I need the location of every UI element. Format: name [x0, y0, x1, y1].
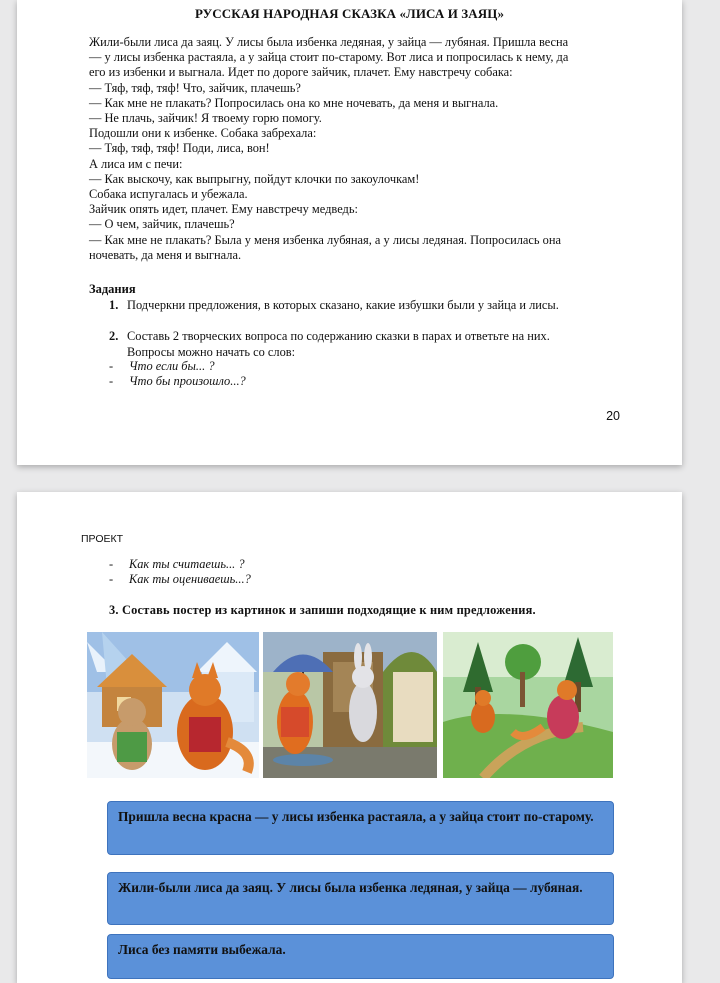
bullet-dash: -: [109, 572, 114, 586]
project-label: ПРОЕКТ: [81, 533, 124, 545]
sentence-box-1: Пришла весна красна — у лисы избенка растаяла, а у зайца стоит по-старому.: [107, 801, 614, 855]
illustration-winter-fox-hare: [87, 632, 259, 778]
story-line: — у лисы избенка растаяла, а у зайца стоит по-старому. Вот лиса и попросилась к нему, да: [89, 50, 569, 65]
story-title: РУССКАЯ НАРОДНАЯ СКАЗКА «ЛИСА И ЗАЯЦ»: [194, 6, 505, 21]
story-text: [89, 35, 629, 263]
story-line: — Как мне не плакать? Была у меня избенка лубяная, а у лисы ледяная. Попросилась она: [89, 232, 561, 247]
bullet-item: [109, 572, 251, 587]
sentence-box-3: Лиса без памяти выбежала.: [107, 934, 614, 979]
story-line: Жили-были лиса да заяц. У лисы была избенка ледяная, у зайца — лубяная. Пришла весна: [89, 35, 569, 49]
page-number: 20: [606, 409, 620, 423]
bullet-dash: -: [109, 374, 114, 388]
illustration-fox-umbrella-hare: [263, 632, 437, 778]
story-line: — Тяф, тяф, тяф! Поди, лиса, вон!: [89, 141, 270, 156]
bullet-text: Как ты считаешь... ?: [129, 557, 245, 571]
story-line: — О чем, зайчик, плачешь?: [89, 217, 235, 232]
task-1-text: Подчеркни предложения, в которых сказано, какие избушки были у зайца и лисы.: [127, 298, 559, 312]
task-3-text: Составь постер из картинок и запиши подходящие к ним предложения.: [122, 603, 536, 617]
task-2-subtext: Вопросы можно начать со слов:: [127, 345, 296, 359]
bullet-text: Как ты оцениваешь...?: [129, 572, 251, 586]
task-1-number: 1.: [109, 298, 119, 312]
task-2: [109, 328, 629, 360]
bullet-text: Что бы произошло...?: [129, 374, 246, 388]
story-line: Собака испугалась и убежала.: [89, 187, 248, 202]
project-page: [17, 492, 682, 983]
bullet-item: [109, 557, 245, 572]
page-20: [17, 0, 682, 465]
bullet-item: [109, 359, 215, 374]
bullet-text: Что если бы... ?: [129, 359, 215, 373]
story-line: его из избенки и выгнала. Идет по дороге зайчик, плачет. Ему навстречу собака:: [89, 65, 513, 80]
tasks-heading: Задания: [89, 282, 136, 296]
story-line: — Как мне не плакать? Попросилась она ко мне ночевать, да меня и выгнала.: [89, 95, 499, 110]
task-3: [109, 603, 536, 618]
task-1: [109, 297, 629, 313]
story-line: — Не плачь, зайчик! Я твоему горю помогу.: [89, 111, 322, 126]
story-line: — Как выскочу, как выпрыгну, пойдут клочки по закоулочкам!: [89, 171, 420, 186]
bullet-item: [109, 374, 246, 389]
bullet-dash: -: [109, 557, 114, 571]
sentence-box-2: Жили-были лиса да заяц. У лисы была избенка ледяная, у зайца — лубяная.: [107, 872, 614, 925]
story-line: ночевать, да меня и выгнала.: [89, 247, 242, 262]
story-line: — Тяф, тяф, тяф! Что, зайчик, плачешь?: [89, 80, 301, 95]
illustration-fox-running-forest: [443, 632, 613, 778]
story-line: А лиса им с печи:: [89, 156, 183, 171]
task-2-text: Составь 2 творческих вопроса по содержанию сказки в парах и ответьте на них.: [127, 329, 550, 343]
story-line: Подошли они к избенке. Собака забрехала:: [89, 126, 317, 141]
task-3-number: 3.: [109, 603, 119, 617]
bullet-dash: -: [109, 359, 114, 373]
story-line: Зайчик опять идет, плачет. Ему навстречу медведь:: [89, 202, 358, 217]
task-2-number: 2.: [109, 329, 119, 343]
